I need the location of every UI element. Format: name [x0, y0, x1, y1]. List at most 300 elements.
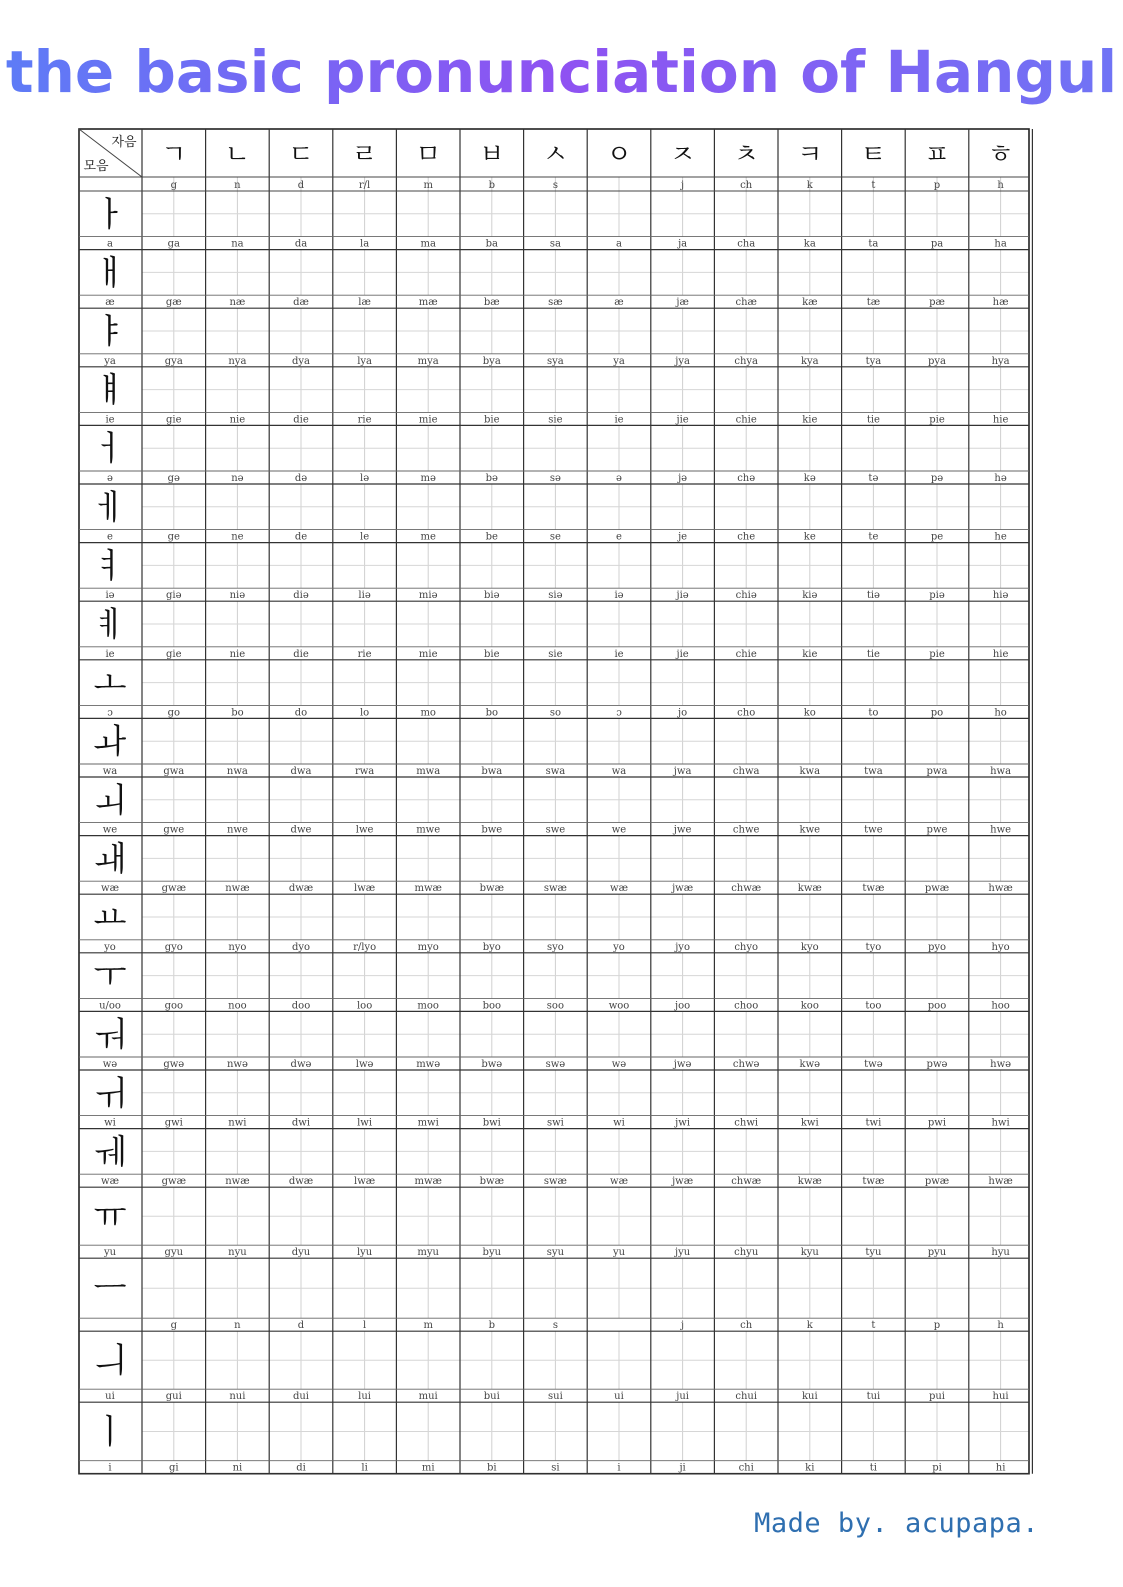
- syllable-roman: loo: [356, 1000, 373, 1012]
- table-row: [94, 1197, 1011, 1258]
- syllable-roman: pwa: [926, 766, 948, 777]
- vowel-header: ㅕ: [93, 546, 127, 587]
- syllable-roman: ne: [231, 531, 244, 543]
- syllable-roman: pa: [930, 238, 944, 250]
- syllable-roman: bwe: [481, 824, 503, 836]
- consonant-header-10: ㅋ: [797, 140, 823, 170]
- vowel-roman: we: [102, 824, 118, 836]
- vowel-roman: yo: [104, 941, 116, 953]
- vowel-roman: ə: [107, 473, 113, 484]
- syllable-roman: kya: [800, 355, 819, 367]
- syllable-roman: pwæ: [924, 883, 950, 895]
- syllable-roman: mwə: [416, 1059, 441, 1070]
- syllable-roman: poo: [927, 1000, 947, 1012]
- vowel-header: ㅖ: [93, 605, 127, 645]
- vowel-header: ㅟ: [93, 1073, 127, 1114]
- syllable-roman: kwi: [800, 1117, 819, 1129]
- syllable-roman: myu: [417, 1247, 439, 1259]
- syllable-roman: we: [611, 824, 627, 836]
- syllable-roman: gyu: [164, 1247, 184, 1259]
- corner-vowel-label: 모음: [83, 159, 109, 174]
- syllable-roman: kwæ: [797, 1176, 822, 1188]
- consonant-roman-13: h: [997, 180, 1004, 191]
- syllable-roman: kyu: [800, 1247, 819, 1259]
- syllable-roman: m: [423, 1320, 433, 1332]
- syllable-roman: mie: [418, 648, 438, 660]
- syllable-roman: tæ: [866, 297, 881, 309]
- consonant-roman-9: ch: [740, 180, 753, 191]
- syllable-roman: piə: [929, 590, 945, 602]
- syllable-roman: pwe: [926, 824, 948, 836]
- vowel-header: ㅗ: [93, 663, 127, 704]
- syllable-roman: gie: [166, 648, 182, 660]
- syllable-roman: di: [296, 1462, 306, 1474]
- syllable-roman: ge: [167, 531, 180, 543]
- syllable-roman: ha: [994, 238, 1007, 250]
- syllable-roman: nwe: [226, 824, 248, 836]
- syllable-roman: do: [294, 707, 308, 719]
- syllable-roman: næ: [229, 297, 246, 309]
- syllable-roman: mwe: [416, 824, 441, 836]
- syllable-roman: pæ: [929, 297, 945, 309]
- syllable-roman: mwi: [417, 1117, 439, 1129]
- consonant-roman-12: p: [933, 180, 941, 191]
- vowel-roman: wə: [102, 1059, 118, 1070]
- syllable-roman: miə: [418, 590, 438, 602]
- vowel-roman: ya: [104, 355, 116, 367]
- syllable-roman: gya: [164, 355, 183, 367]
- consonant-roman-0: g: [170, 180, 178, 191]
- syllable-roman: twi: [865, 1117, 882, 1129]
- syllable-roman: k: [806, 1320, 813, 1332]
- syllable-roman: hwi: [991, 1117, 1010, 1129]
- syllable-roman: giə: [166, 590, 182, 602]
- syllable-roman: bæ: [483, 297, 500, 309]
- syllable-roman: rwa: [354, 766, 375, 777]
- syllable-roman: kwa: [799, 766, 821, 777]
- syllable-roman: n: [234, 1320, 241, 1332]
- syllable-roman: die: [293, 414, 309, 426]
- syllable-roman: tui: [866, 1391, 881, 1403]
- consonant-header-11: ㅌ: [860, 140, 886, 170]
- syllable-roman: moo: [417, 1000, 439, 1012]
- syllable-roman: kwe: [799, 824, 821, 836]
- syllable-roman: kə: [803, 473, 816, 484]
- page-title: the basic pronunciation of Hangul: [0, 36, 1123, 108]
- syllable-roman: goo: [164, 1000, 184, 1012]
- syllable-roman: hwæ: [988, 883, 1013, 895]
- syllable-roman: jo: [678, 707, 688, 719]
- syllable-roman: ga: [167, 238, 180, 250]
- syllable-roman: sæ: [548, 297, 563, 309]
- syllable-roman: gui: [165, 1391, 182, 1403]
- syllable-roman: bya: [482, 355, 501, 367]
- syllable-roman: twæ: [862, 1176, 885, 1188]
- syllable-roman: æ: [614, 297, 624, 309]
- syllable-roman: bwə: [481, 1059, 503, 1070]
- consonant-header-1: ㄴ: [224, 140, 250, 170]
- syllable-roman: swæ: [543, 1176, 567, 1188]
- table-row: [94, 957, 1010, 1012]
- syllable-roman: wi: [613, 1117, 625, 1129]
- table-row: [94, 1132, 1013, 1187]
- vowel-roman: ui: [105, 1391, 115, 1403]
- consonant-roman-11: t: [871, 180, 876, 191]
- syllable-roman: sya: [547, 355, 564, 367]
- syllable-roman: jie: [676, 648, 689, 660]
- syllable-roman: gæ: [165, 297, 182, 309]
- syllable-roman: chui: [735, 1391, 758, 1403]
- syllable-roman: wa: [611, 766, 627, 777]
- consonant-header-4: ㅁ: [415, 140, 441, 170]
- syllable-roman: biə: [484, 590, 500, 602]
- syllable-roman: chwe: [732, 824, 760, 836]
- syllable-roman: pui: [928, 1391, 946, 1403]
- syllable-roman: mwæ: [414, 883, 442, 895]
- syllable-roman: dwa: [290, 766, 312, 777]
- syllable-roman: kæ: [802, 297, 818, 309]
- syllable-roman: koo: [800, 1000, 819, 1012]
- vowel-roman: æ: [105, 297, 115, 309]
- syllable-roman: ke: [803, 531, 816, 543]
- syllable-roman: lya: [357, 355, 373, 367]
- syllable-roman: lwæ: [354, 883, 376, 895]
- syllable-roman: də: [294, 473, 308, 484]
- syllable-roman: noo: [228, 1000, 247, 1012]
- syllable-roman: b: [488, 1320, 496, 1332]
- consonant-header-13: ㅎ: [988, 140, 1014, 170]
- syllable-roman: e: [616, 531, 622, 543]
- consonant-header-2: ㄷ: [288, 140, 314, 170]
- table-row: [94, 839, 1013, 894]
- vowel-roman: e: [107, 531, 113, 543]
- syllable-roman: ko: [803, 707, 816, 719]
- syllable-roman: ka: [803, 238, 816, 250]
- syllable-roman: cha: [737, 238, 756, 250]
- syllable-roman: gi: [168, 1462, 179, 1474]
- consonant-header-12: ㅍ: [924, 140, 950, 170]
- consonant-header-8: ㅈ: [670, 140, 696, 170]
- vowel-header: ㅝ: [93, 1015, 127, 1056]
- consonant-roman-8: j: [681, 180, 685, 191]
- table-row: [94, 664, 1007, 719]
- syllable-roman: tə: [868, 473, 879, 484]
- syllable-roman: die: [293, 648, 309, 660]
- syllable-roman: g: [170, 1320, 178, 1332]
- consonant-roman-1: n: [234, 180, 241, 191]
- syllable-roman: nwi: [228, 1117, 247, 1129]
- vowel-header: ㅞ: [93, 1132, 127, 1173]
- syllable-roman: chi: [738, 1462, 754, 1474]
- syllable-roman: te: [868, 531, 879, 543]
- syllable-roman: lwi: [357, 1117, 373, 1129]
- vowel-header: ㅛ: [93, 898, 127, 938]
- vowel-roman: wa: [102, 766, 118, 777]
- syllable-roman: nwa: [226, 766, 248, 777]
- syllable-roman: jyu: [674, 1247, 691, 1259]
- vowel-header: ㅘ: [93, 722, 127, 763]
- syllable-roman: myo: [417, 941, 439, 953]
- syllable-roman: chwi: [734, 1117, 759, 1129]
- vowel-roman: wæ: [101, 883, 119, 895]
- syllable-roman: ba: [485, 238, 498, 250]
- vowel-roman: a: [107, 238, 113, 250]
- syllable-roman: hui: [992, 1391, 1009, 1403]
- syllable-roman: sui: [548, 1391, 563, 1403]
- syllable-roman: tiə: [866, 590, 880, 602]
- syllable-roman: hæ: [992, 297, 1009, 309]
- table-row: [94, 195, 1007, 250]
- syllable-roman: mi: [421, 1462, 435, 1474]
- syllable-roman: t: [871, 1320, 876, 1332]
- syllable-roman: ma: [420, 238, 436, 250]
- vowel-roman: yu: [103, 1247, 117, 1259]
- syllable-roman: pie: [929, 648, 945, 660]
- syllable-roman: boo: [482, 1000, 502, 1012]
- consonant-header-0: ㄱ: [161, 140, 187, 170]
- syllable-roman: sə: [549, 473, 561, 484]
- syllable-roman: hie: [992, 648, 1009, 660]
- syllable-roman: ya: [613, 355, 625, 367]
- syllable-roman: si: [551, 1462, 560, 1474]
- author-credit: Made by. acupapa.: [754, 1508, 1039, 1539]
- consonant-header-6: ㅅ: [542, 140, 568, 170]
- syllable-roman: lyu: [356, 1247, 373, 1259]
- vowel-roman: iə: [105, 590, 115, 602]
- syllable-roman: ə: [616, 473, 622, 484]
- syllable-roman: mya: [417, 355, 439, 367]
- syllable-roman: jwi: [675, 1117, 691, 1129]
- syllable-roman: pwæ: [924, 1176, 950, 1188]
- syllable-roman: dyo: [291, 941, 311, 953]
- corner-consonant-label: 자음: [111, 135, 137, 150]
- syllable-roman: pyu: [927, 1247, 947, 1259]
- syllable-roman: me: [420, 531, 436, 543]
- table-row: [94, 371, 1009, 426]
- syllable-roman: jə: [678, 473, 688, 484]
- syllable-roman: pya: [927, 355, 947, 367]
- table-row: [94, 429, 1007, 484]
- syllable-roman: dwe: [290, 824, 312, 836]
- syllable-roman: swe: [545, 824, 566, 836]
- syllable-roman: kie: [802, 414, 818, 426]
- vowel-header: ㅣ: [93, 1412, 127, 1453]
- syllable-roman: byu: [482, 1247, 502, 1259]
- syllable-roman: nya: [228, 355, 247, 367]
- vowel-header: ㅙ: [93, 839, 127, 880]
- consonant-roman-10: k: [806, 180, 813, 191]
- syllable-roman: nyo: [228, 941, 247, 953]
- syllable-roman: swə: [545, 1059, 566, 1070]
- syllable-roman: po: [930, 707, 944, 719]
- syllable-roman: chie: [735, 648, 757, 660]
- table-row: [94, 1074, 1010, 1129]
- syllable-roman: ti: [869, 1462, 878, 1474]
- syllable-roman: pwi: [927, 1117, 947, 1129]
- syllable-roman: hyo: [991, 941, 1010, 953]
- syllable-roman: che: [737, 531, 756, 543]
- vowel-header: ㅚ: [93, 780, 127, 821]
- syllable-roman: syo: [546, 941, 564, 953]
- syllable-roman: gwa: [163, 766, 185, 777]
- syllable-roman: jie: [676, 414, 689, 426]
- syllable-roman: nyu: [228, 1247, 247, 1259]
- syllable-roman: jiə: [676, 590, 689, 602]
- consonant-roman-3: r/l: [358, 180, 371, 191]
- syllable-roman: too: [865, 1000, 882, 1012]
- syllable-roman: chə: [737, 473, 756, 484]
- syllable-roman: ɔ: [616, 707, 622, 719]
- syllable-roman: ui: [614, 1391, 624, 1403]
- consonant-header-3: ㄹ: [352, 140, 378, 170]
- syllable-roman: chwa: [732, 766, 760, 777]
- syllable-roman: lo: [359, 707, 370, 719]
- table-row: [94, 488, 1007, 543]
- syllable-roman: hwa: [990, 766, 1012, 777]
- syllable-roman: hoo: [991, 1000, 1010, 1012]
- syllable-roman: hwə: [990, 1059, 1012, 1070]
- syllable-roman: twe: [864, 824, 883, 836]
- syllable-roman: wæ: [610, 883, 628, 895]
- syllable-roman: da: [294, 238, 308, 250]
- syllable-roman: byo: [482, 941, 501, 953]
- syllable-roman: chie: [735, 414, 757, 426]
- syllable-roman: kwə: [799, 1059, 821, 1070]
- syllable-roman: cho: [737, 707, 756, 719]
- syllable-roman: sie: [548, 648, 563, 660]
- syllable-roman: yo: [613, 941, 625, 953]
- syllable-roman: kwæ: [797, 883, 822, 895]
- syllable-roman: pyo: [927, 941, 947, 953]
- syllable-roman: bwæ: [479, 1176, 504, 1188]
- syllable-roman: mui: [418, 1391, 438, 1403]
- syllable-roman: j: [681, 1320, 685, 1332]
- syllable-roman: hi: [995, 1462, 1006, 1474]
- syllable-roman: ie: [614, 648, 624, 660]
- vowel-header: ㅐ: [93, 253, 127, 294]
- syllable-roman: kie: [802, 648, 818, 660]
- syllable-roman: hyu: [991, 1247, 1010, 1259]
- consonant-header-7: ㅇ: [606, 140, 632, 170]
- syllable-roman: rie: [357, 414, 372, 426]
- syllable-roman: twa: [864, 766, 883, 777]
- syllable-roman: bə: [485, 473, 498, 484]
- syllable-roman: læ: [358, 297, 371, 309]
- syllable-roman: ch: [740, 1320, 753, 1332]
- syllable-roman: bie: [484, 414, 500, 426]
- syllable-roman: soo: [546, 1000, 564, 1012]
- table-row: [94, 898, 1010, 953]
- consonant-roman-4: m: [423, 180, 433, 191]
- table-row: [94, 1412, 1006, 1473]
- syllable-roman: gwæ: [161, 1176, 186, 1188]
- syllable-roman: liə: [358, 590, 371, 602]
- syllable-roman: mwa: [416, 766, 441, 777]
- consonant-roman-5: b: [488, 180, 496, 191]
- syllable-roman: gwe: [163, 824, 185, 836]
- syllable-roman: tyo: [865, 941, 882, 953]
- syllable-roman: twæ: [862, 883, 885, 895]
- syllable-roman: go: [167, 707, 181, 719]
- syllable-roman: bwa: [481, 766, 503, 777]
- guide-lines: [142, 177, 1029, 1461]
- syllable-roman: siə: [548, 590, 563, 602]
- syllable-roman: a: [616, 238, 622, 250]
- syllable-roman: jya: [675, 355, 690, 367]
- syllable-roman: bwæ: [479, 883, 504, 895]
- syllable-roman: h: [997, 1320, 1004, 1332]
- syllable-roman: jwæ: [672, 883, 694, 895]
- syllable-roman: dwə: [290, 1059, 312, 1070]
- syllable-roman: nwə: [226, 1059, 248, 1070]
- syllable-roman: na: [231, 238, 244, 250]
- syllable-roman: gie: [166, 414, 182, 426]
- syllable-roman: hie: [992, 414, 1009, 426]
- syllable-roman: choo: [734, 1000, 759, 1012]
- syllable-roman: dya: [291, 355, 311, 367]
- syllable-roman: lwe: [355, 824, 374, 836]
- vowel-header: ㅜ: [93, 956, 127, 997]
- syllable-roman: tie: [866, 648, 880, 660]
- syllable-roman: iə: [614, 590, 624, 602]
- syllable-roman: lwə: [355, 1059, 374, 1070]
- syllable-roman: tya: [865, 355, 882, 367]
- table-row: [94, 312, 1010, 367]
- vowel-roman: i: [108, 1462, 112, 1474]
- syllable-roman: twə: [864, 1059, 883, 1070]
- syllable-roman: hya: [991, 355, 1010, 367]
- consonant-roman-6: s: [552, 180, 558, 191]
- syllable-roman: rie: [357, 648, 372, 660]
- corner-labels: [83, 134, 137, 174]
- syllable-roman: nie: [229, 414, 246, 426]
- syllable-roman: dui: [292, 1391, 310, 1403]
- vowel-header: ㅒ: [93, 370, 127, 411]
- syllable-roman: nwæ: [225, 883, 250, 895]
- syllable-roman: bo: [231, 707, 244, 719]
- syllable-roman: d: [297, 1320, 305, 1332]
- table-row: [94, 546, 1009, 601]
- syllable-roman: bi: [486, 1462, 497, 1474]
- syllable-roman: mwæ: [414, 1176, 442, 1188]
- vowel-roman: ie: [105, 648, 115, 660]
- vowel-header: ㅠ: [93, 1197, 127, 1238]
- syllable-roman: sie: [548, 414, 563, 426]
- syllable-roman: swi: [546, 1117, 564, 1129]
- consonant-header-9: ㅊ: [733, 140, 759, 170]
- syllable-roman: dwæ: [288, 883, 314, 895]
- table-row: [94, 1341, 1009, 1402]
- syllable-roman: chwæ: [731, 1176, 762, 1188]
- syllable-roman: jwə: [673, 1059, 692, 1070]
- syllable-roman: kyo: [800, 941, 819, 953]
- syllable-roman: hə: [994, 473, 1007, 484]
- syllable-roman: chwæ: [731, 883, 762, 895]
- syllable-roman: swa: [545, 766, 566, 777]
- syllable-roman: s: [552, 1320, 558, 1332]
- syllable-roman: gə: [167, 473, 180, 484]
- syllable-roman: mie: [418, 414, 438, 426]
- syllable-roman: to: [868, 707, 879, 719]
- syllable-roman: l: [362, 1320, 367, 1332]
- syllable-roman: jwæ: [672, 1176, 694, 1188]
- syllable-roman: kui: [801, 1391, 818, 1403]
- vowel-header: ㅔ: [93, 487, 127, 528]
- syllable-roman: le: [360, 531, 370, 543]
- syllable-roman: bo: [485, 707, 499, 719]
- syllable-roman: ho: [994, 707, 1007, 719]
- syllable-roman: so: [549, 707, 561, 719]
